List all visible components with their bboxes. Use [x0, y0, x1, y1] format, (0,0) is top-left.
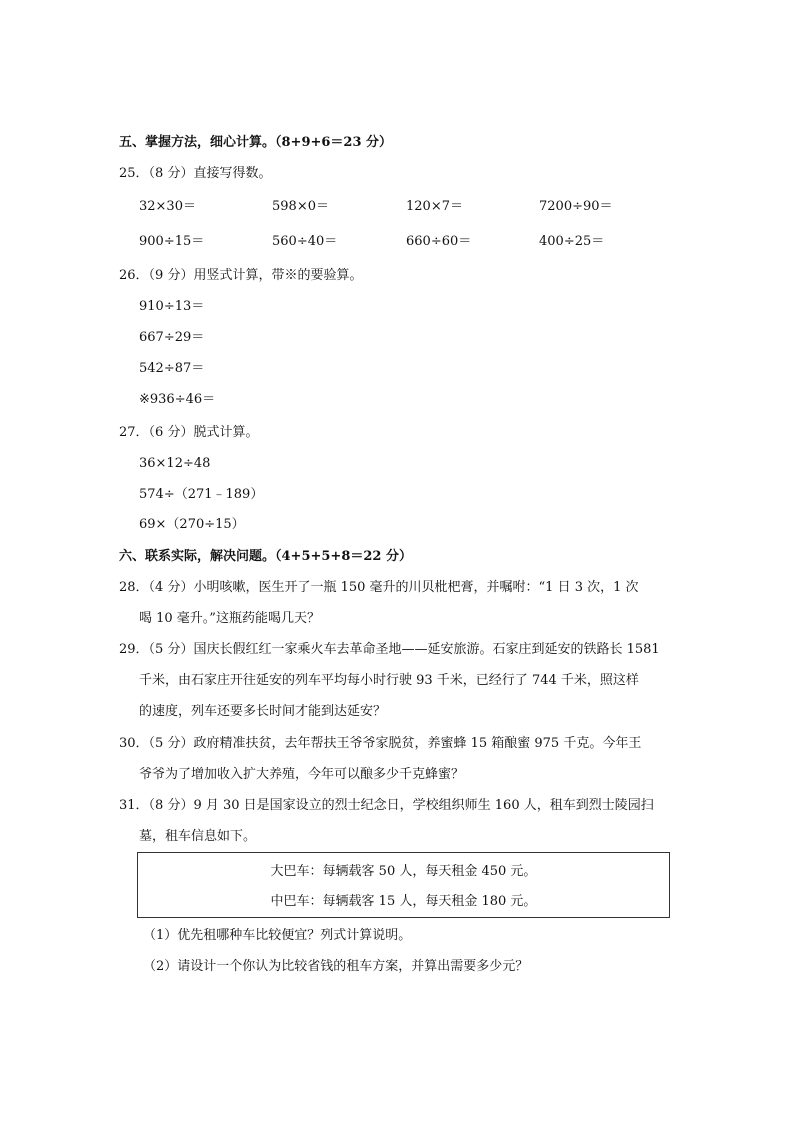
q25-item: 120×7＝	[406, 199, 463, 214]
q25-item: 560÷40＝	[272, 234, 338, 249]
section-6-title: 六、联系实际，解决问题。（4+5+5+8＝22 分）	[119, 549, 412, 564]
q30-line-1: 30．（5 分）政府精准扶贫，去年帮扶王爷爷家脱贫，养蜜蜂 15 箱酿蜜 975 千克。今年王	[119, 736, 642, 751]
q28-line-1: 28．（4 分）小明咳嗽，医生开了一瓶 150 毫升的川贝枇杷膏，并嘱咐：“1 日 3 次，1 次	[119, 580, 639, 595]
bus-info-large: 大巴车：每辆载客 50 人，每天租金 450 元。	[270, 864, 537, 879]
q29-line-1: 29．（5 分）国庆长假红红一家乘火车去革命圣地——延安旅游。石家庄到延安的铁路长 1581	[119, 642, 660, 657]
q31-line-1: 31．（8 分）9 月 30 日是国家设立的烈士纪念日，学校组织师生 160 人，租车到烈士陵园扫	[119, 798, 654, 813]
q30-line-2: 爷爷为了增加收入扩大养殖，今年可以酿多少千克蜂蜜？	[139, 767, 465, 782]
section-5-title: 五、掌握方法，细心计算。（8+9+6＝23 分）	[119, 135, 393, 150]
q26-item: 667÷29＝	[139, 330, 205, 345]
q27-stem: 27．（6 分）脱式计算。	[119, 425, 259, 440]
q28-line-2: 喝 10 毫升。”这瓶药能喝几天？	[139, 611, 320, 626]
q25-stem: 25．（8 分）直接写得数。	[119, 166, 272, 181]
q25-row-1	[139, 197, 699, 217]
q26-stem: 26．（9 分）用竖式计算，带※的要验算。	[119, 268, 363, 283]
q29-line-2: 千米，由石家庄开往延安的列车平均每小时行驶 93 千米，已经行了 744 千米，照这样	[139, 673, 639, 688]
bus-info-medium: 中巴车：每辆载客 15 人，每天租金 180 元。	[270, 894, 537, 909]
q27-item: 69×（270÷15）	[139, 517, 245, 532]
q25-item: 7200÷90＝	[539, 199, 613, 214]
q26-item: 910÷13＝	[139, 299, 205, 314]
q31-line-2: 墓，租车信息如下。	[139, 829, 257, 844]
q25-item: 32×30＝	[139, 199, 196, 214]
q25-item: 598×0＝	[272, 199, 329, 214]
q26-item: ※936÷46＝	[139, 392, 216, 407]
q25-row-2	[139, 232, 699, 252]
q25-item: 900÷15＝	[139, 234, 205, 249]
rental-info-box	[137, 852, 670, 918]
q31-sub-2: （2）请设计一个你认为比较省钱的租车方案，并算出需要多少元？	[143, 959, 529, 974]
q27-item: 574÷（271﹣189）	[139, 487, 264, 502]
q26-item: 542÷87＝	[139, 361, 205, 376]
q29-line-3: 的速度，列车还要多长时间才能到达延安？	[139, 704, 387, 719]
q25-item: 660÷60＝	[406, 234, 472, 249]
q27-item: 36×12÷48	[139, 456, 211, 471]
q25-item: 400÷25＝	[539, 234, 605, 249]
q31-sub-1: （1）优先租哪种车比较便宜？列式计算说明。	[143, 928, 412, 943]
